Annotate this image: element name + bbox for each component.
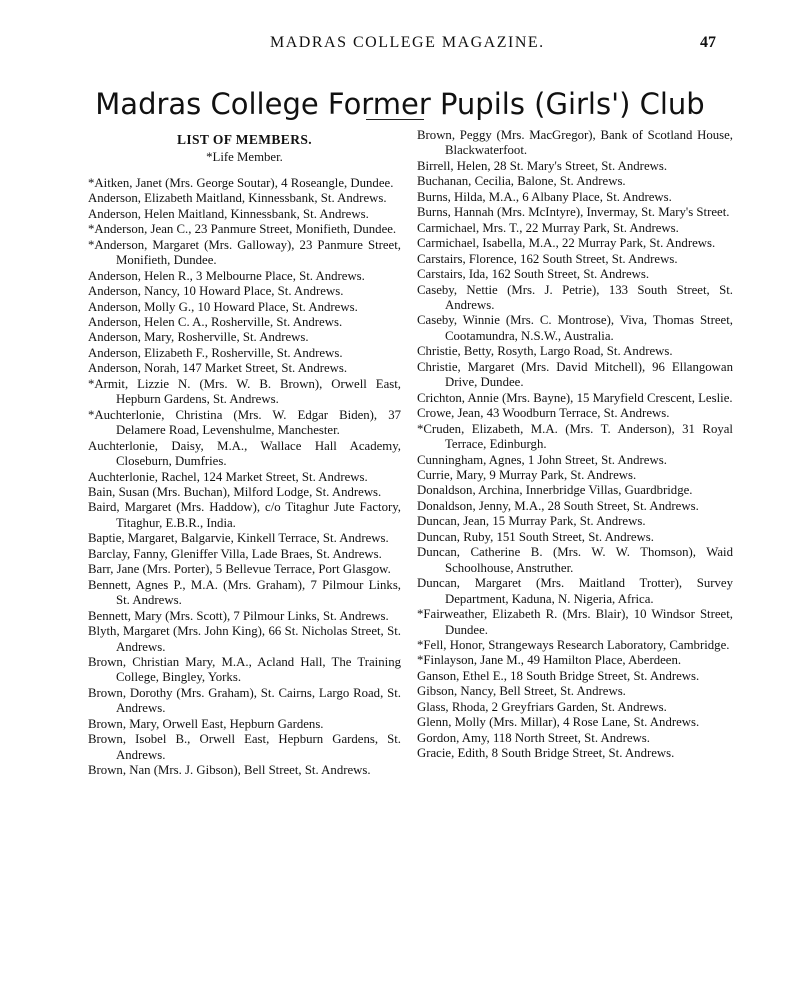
member-entry: Anderson, Helen Maitland, Kinnessbank, St. Andrews. [88,206,369,221]
member-entry: Currie, Mary, 9 Murray Park, St. Andrews. [417,467,637,482]
running-title: MADRAS COLLEGE MAGAZINE. [270,34,545,51]
member-entry: Buchanan, Cecilia, Balone, St. Andrews. [417,174,626,189]
member-entry: Brown, Nan (Mrs. J. Gibson), Bell Street, St. Andrews. [88,763,371,778]
member-entry: Caseby, Winnie (Mrs. C. Montrose), Viva, Thomas Street, Cootamundra, N.S.W., Australia. [417,313,733,343]
member-entry: Glenn, Molly (Mrs. Millar), 4 Rose Lane, St. Andrews. [417,715,700,730]
right-column [417,128,733,762]
member-entry: *Fell, Honor, Strangeways Research Laboratory, Cambridge. [417,637,730,652]
title-rule [366,119,424,120]
page-number: 47 [700,34,716,51]
member-entry: Brown, Isobel B., Orwell East, Hepburn Gardens, St. Andrews. [88,732,401,762]
member-entry: *Armit, Lizzie N. (Mrs. W. B. Brown), Orwell East, Hepburn Gardens, St. Andrews. [88,376,401,407]
member-entry: *Aitken, Janet (Mrs. George Soutar), 4 Roseangle, Dundee. [88,175,394,190]
member-entry: Duncan, Jean, 15 Murray Park, St. Andrews. [417,514,646,529]
member-entry: Brown, Peggy (Mrs. MacGregor), Bank of Scotland House, Blackwaterfoot. [417,128,733,158]
member-entry: Christie, Margaret (Mrs. David Mitchell), 96 Ellangowan Drive, Dundee. [417,359,733,390]
member-entry: Carstairs, Ida, 162 South Street, St. Andrews. [417,267,650,282]
member-entry: Blyth, Margaret (Mrs. John King), 66 St. Nicholas Street, St. Andrews. [88,624,401,654]
member-entry: Donaldson, Jenny, M.A., 28 South Street, St. Andrews. [417,498,699,513]
life-member-note: *Life Member. [206,150,283,165]
member-entry: Baptie, Margaret, Balgarvie, Kinkell Terrace, St. Andrews. [88,531,389,546]
member-entry: Christie, Betty, Rosyth, Largo Road, St. Andrews. [417,344,673,359]
left-column [88,128,401,779]
member-entry: Glass, Rhoda, 2 Greyfriars Garden, St. Andrews. [417,699,667,714]
member-entry: Donaldson, Archina, Innerbridge Villas, Guardbridge. [417,483,693,498]
list-heading: LIST OF MEMBERS. [176,132,313,147]
member-entry: Burns, Hilda, M.A., 6 Albany Place, St. Andrews. [417,189,672,204]
member-entry: Baird, Margaret (Mrs. Haddow), c/o Titaghur Jute Factory, Titaghur, E.B.R., India. [88,500,401,530]
member-list-right [417,128,733,762]
member-entry: Gibson, Nancy, Bell Street, St. Andrews. [417,684,626,699]
member-entry: Auchterlonie, Daisy, M.A., Wallace Hall Academy, Closeburn, Dumfries. [88,438,401,469]
member-entry: Gracie, Edith, 8 South Bridge Street, St. Andrews. [417,746,675,761]
member-entry: Crowe, Jean, 43 Woodburn Terrace, St. Andrews. [417,406,670,421]
member-entry: Duncan, Catherine B. (Mrs. W. W. Thomson), Waid Schoolhouse, Anstruther. [417,545,733,575]
member-entry: Duncan, Margaret (Mrs. Maitland Trotter), Survey Department, Kaduna, N. Nigeria, Africa. [417,576,733,606]
member-entry: Gordon, Amy, 118 North Street, St. Andrews. [417,730,650,745]
member-entry: *Fairweather, Elizabeth R. (Mrs. Blair), 10 Windsor Street, Dundee. [417,607,733,637]
member-entry: Anderson, Helen R., 3 Melbourne Place, St. Andrews. [88,268,365,283]
member-entry: Carmichael, Mrs. T., 22 Murray Park, St. Andrews. [417,220,679,235]
member-entry: Duncan, Ruby, 151 South Street, St. Andrews. [417,529,654,544]
member-entry: Crichton, Annie (Mrs. Bayne), 15 Maryfield Crescent, Leslie. [417,390,733,405]
member-entry: Bain, Susan (Mrs. Buchan), Milford Lodge, St. Andrews. [88,484,382,499]
member-entry: Barclay, Fanny, Gleniffer Villa, Lade Braes, St. Andrews. [88,546,382,561]
member-entry: Auchterlonie, Rachel, 124 Market Street, St. Andrews. [88,469,368,484]
member-entry: *Finlayson, Jane M., 49 Hamilton Place, Aberdeen. [417,653,682,668]
member-entry: Carstairs, Florence, 162 South Street, St. Andrews. [417,251,678,266]
member-entry: Carmichael, Isabella, M.A., 22 Murray Park, St. Andrews. [417,236,716,251]
member-list-left [88,176,401,779]
member-entry: Brown, Christian Mary, M.A., Acland Hall, The Training College, Bingley, Yorks. [88,654,401,685]
member-entry: *Anderson, Margaret (Mrs. Galloway), 23 Panmure Street, Monifieth, Dundee. [88,237,401,268]
member-entry: Anderson, Mary, Rosherville, St. Andrews. [88,330,309,345]
member-entry: Bennett, Agnes P., M.A. (Mrs. Graham), 7 Pilmour Links, St. Andrews. [88,577,401,608]
member-entry: *Cruden, Elizabeth, M.A. (Mrs. T. Anderson), 31 Royal Terrace, Edinburgh. [417,421,733,452]
member-entry: Brown, Dorothy (Mrs. Graham), St. Cairns, Largo Road, St. Andrews. [88,685,401,716]
member-entry: *Auchterlonie, Christina (Mrs. W. Edgar Biden), 37 Delamere Road, Levenshulme, Manchester. [88,407,401,438]
member-entry: Anderson, Elizabeth F., Rosherville, St. Andrews. [88,345,343,360]
running-head [0,34,800,56]
member-entry: Cunningham, Agnes, 1 John Street, St. Andrews. [417,452,667,467]
page-title: Madras College Former Pupils (Girls') Club [95,87,705,122]
member-entry: Bennett, Mary (Mrs. Scott), 7 Pilmour Links, St. Andrews. [88,608,389,623]
member-entry: Anderson, Molly G., 10 Howard Place, St. Andrews. [88,299,358,314]
member-entry: Brown, Mary, Orwell East, Hepburn Gardens. [88,716,324,731]
member-entry: Birrell, Helen, 28 St. Mary's Street, St. Andrews. [417,158,668,173]
member-entry: Caseby, Nettie (Mrs. J. Petrie), 133 South Street, St. Andrews. [417,282,733,312]
member-entry: Burns, Hannah (Mrs. McIntyre), Invermay, St. Mary's Street. [417,205,730,220]
member-entry: Anderson, Elizabeth Maitland, Kinnessbank, St. Andrews. [88,191,387,206]
member-entry: Ganson, Ethel E., 18 South Bridge Street, St. Andrews. [417,668,700,683]
member-entry: Anderson, Helen C. A., Rosherville, St. Andrews. [88,314,343,329]
member-entry: Barr, Jane (Mrs. Porter), 5 Bellevue Terrace, Port Glasgow. [88,562,391,577]
member-entry: Anderson, Norah, 147 Market Street, St. Andrews. [88,361,348,376]
member-entry: *Anderson, Jean C., 23 Panmure Street, Monifieth, Dundee. [88,222,397,237]
member-entry: Anderson, Nancy, 10 Howard Place, St. Andrews. [88,284,344,299]
